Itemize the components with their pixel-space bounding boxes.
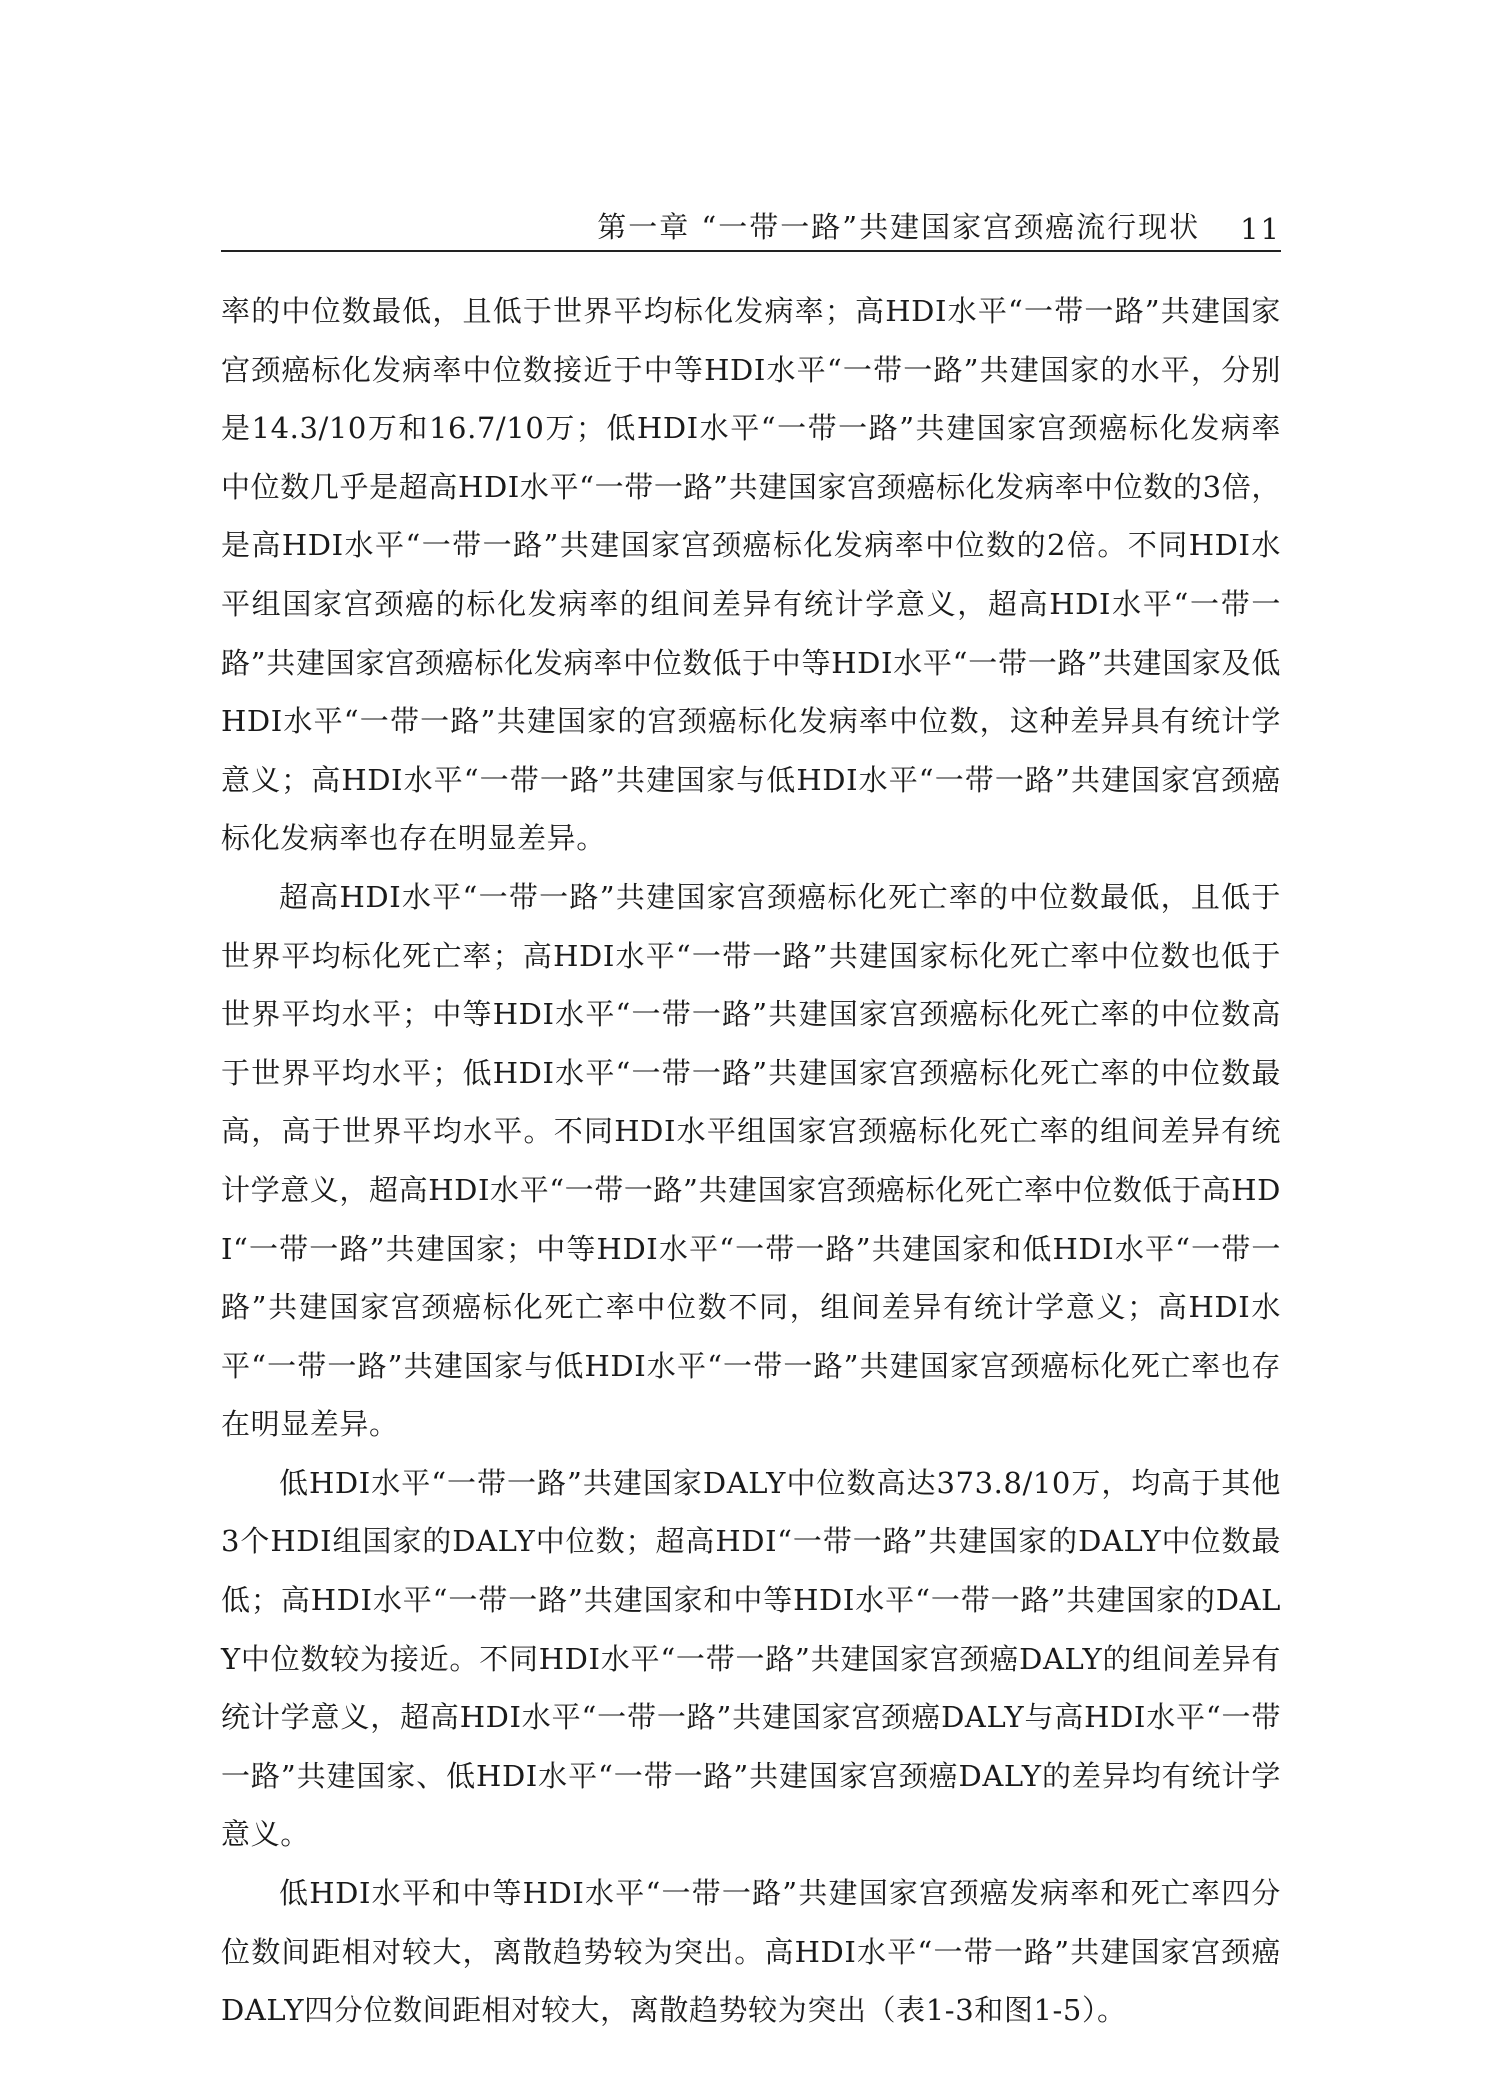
paragraph-mortality: 超高HDI水平“一带一路”共建国家宫颈癌标化死亡率的中位数最低，且低于世界平均标化死亡率；高HDI水平“一带一路”共建国家标化死亡率中位数也低于世界平均水平；中等HDI水平“一带一路”共建国家宫颈癌标化死亡率的中位数高于世界平均水平；低HDI水平“一带一路”共建国家宫颈癌标化死亡率的中位数最高，高于世界平均水平。不同HDI水平组国家宫颈癌标化死亡率的组间差异有统计学意义，超高HDI水平“一带一路”共建国家宫颈癌标化死亡率中位数低于高HDI“一带一路”共建国家；中等HDI水平“一带一路”共建国家和低HDI水平“一带一路”共建国家宫颈癌标化死亡率中位数不同，组间差异有统计学意义；高HDI水平“一带一路”共建国家与低HDI水平“一带一路”共建国家宫颈癌标化死亡率也存在明显差异。 bbox=[221, 879, 1281, 1442]
running-header bbox=[221, 190, 1281, 246]
body-text bbox=[221, 282, 1281, 2040]
header-divider bbox=[221, 250, 1281, 252]
paragraph-daly: 低HDI水平“一带一路”共建国家DALY中位数高达373.8/10万，均高于其他3个HDI组国家的DALY中位数；超高HDI“一带一路”共建国家的DALY中位数最低；高HDI水平“一带一路”共建国家和中等HDI水平“一带一路”共建国家的DALY中位数较为接近。不同HDI水平“一带一路”共建国家宫颈癌DALY的组间差异有统计学意义，超高HDI水平“一带一路”共建国家宫颈癌DALY与高HDI水平“一带一路”共建国家、低HDI水平“一带一路”共建国家宫颈癌DALY的差异均有统计学意义。 bbox=[221, 1465, 1281, 1852]
chapter-title: 第一章 “一带一路”共建国家宫颈癌流行现状 bbox=[597, 210, 1201, 244]
paragraph-continued: 率的中位数最低，且低于世界平均标化发病率；高HDI水平“一带一路”共建国家宫颈癌标化发病率中位数接近于中等HDI水平“一带一路”共建国家的水平，分别是14.3/10万和16.7/10万；低HDI水平“一带一路”共建国家宫颈癌标化发病率中位数几乎是超高HDI水平“一带一路”共建国家宫颈癌标化发病率中位数的3倍，是高HDI水平“一带一路”共建国家宫颈癌标化发病率中位数的2倍。不同HDI水平组国家宫颈癌的标化发病率的组间差异有统计学意义，超高HDI水平“一带一路”共建国家宫颈癌标化发病率中位数低于中等HDI水平“一带一路”共建国家及低HDI水平“一带一路”共建国家的宫颈癌标化发病率中位数，这种差异具有统计学意义；高HDI水平“一带一路”共建国家与低HDI水平“一带一路”共建国家宫颈癌标化发病率也存在明显差异。 bbox=[221, 294, 1281, 856]
page-number: 11 bbox=[1240, 212, 1281, 246]
paragraph-iqr: 低HDI水平和中等HDI水平“一带一路”共建国家宫颈癌发病率和死亡率四分位数间距相对较大，离散趋势较为突出。高HDI水平“一带一路”共建国家宫颈癌DALY四分位数间距相对较大，离散趋势较为突出（表1-3和图1-5）。 bbox=[221, 1876, 1281, 2028]
